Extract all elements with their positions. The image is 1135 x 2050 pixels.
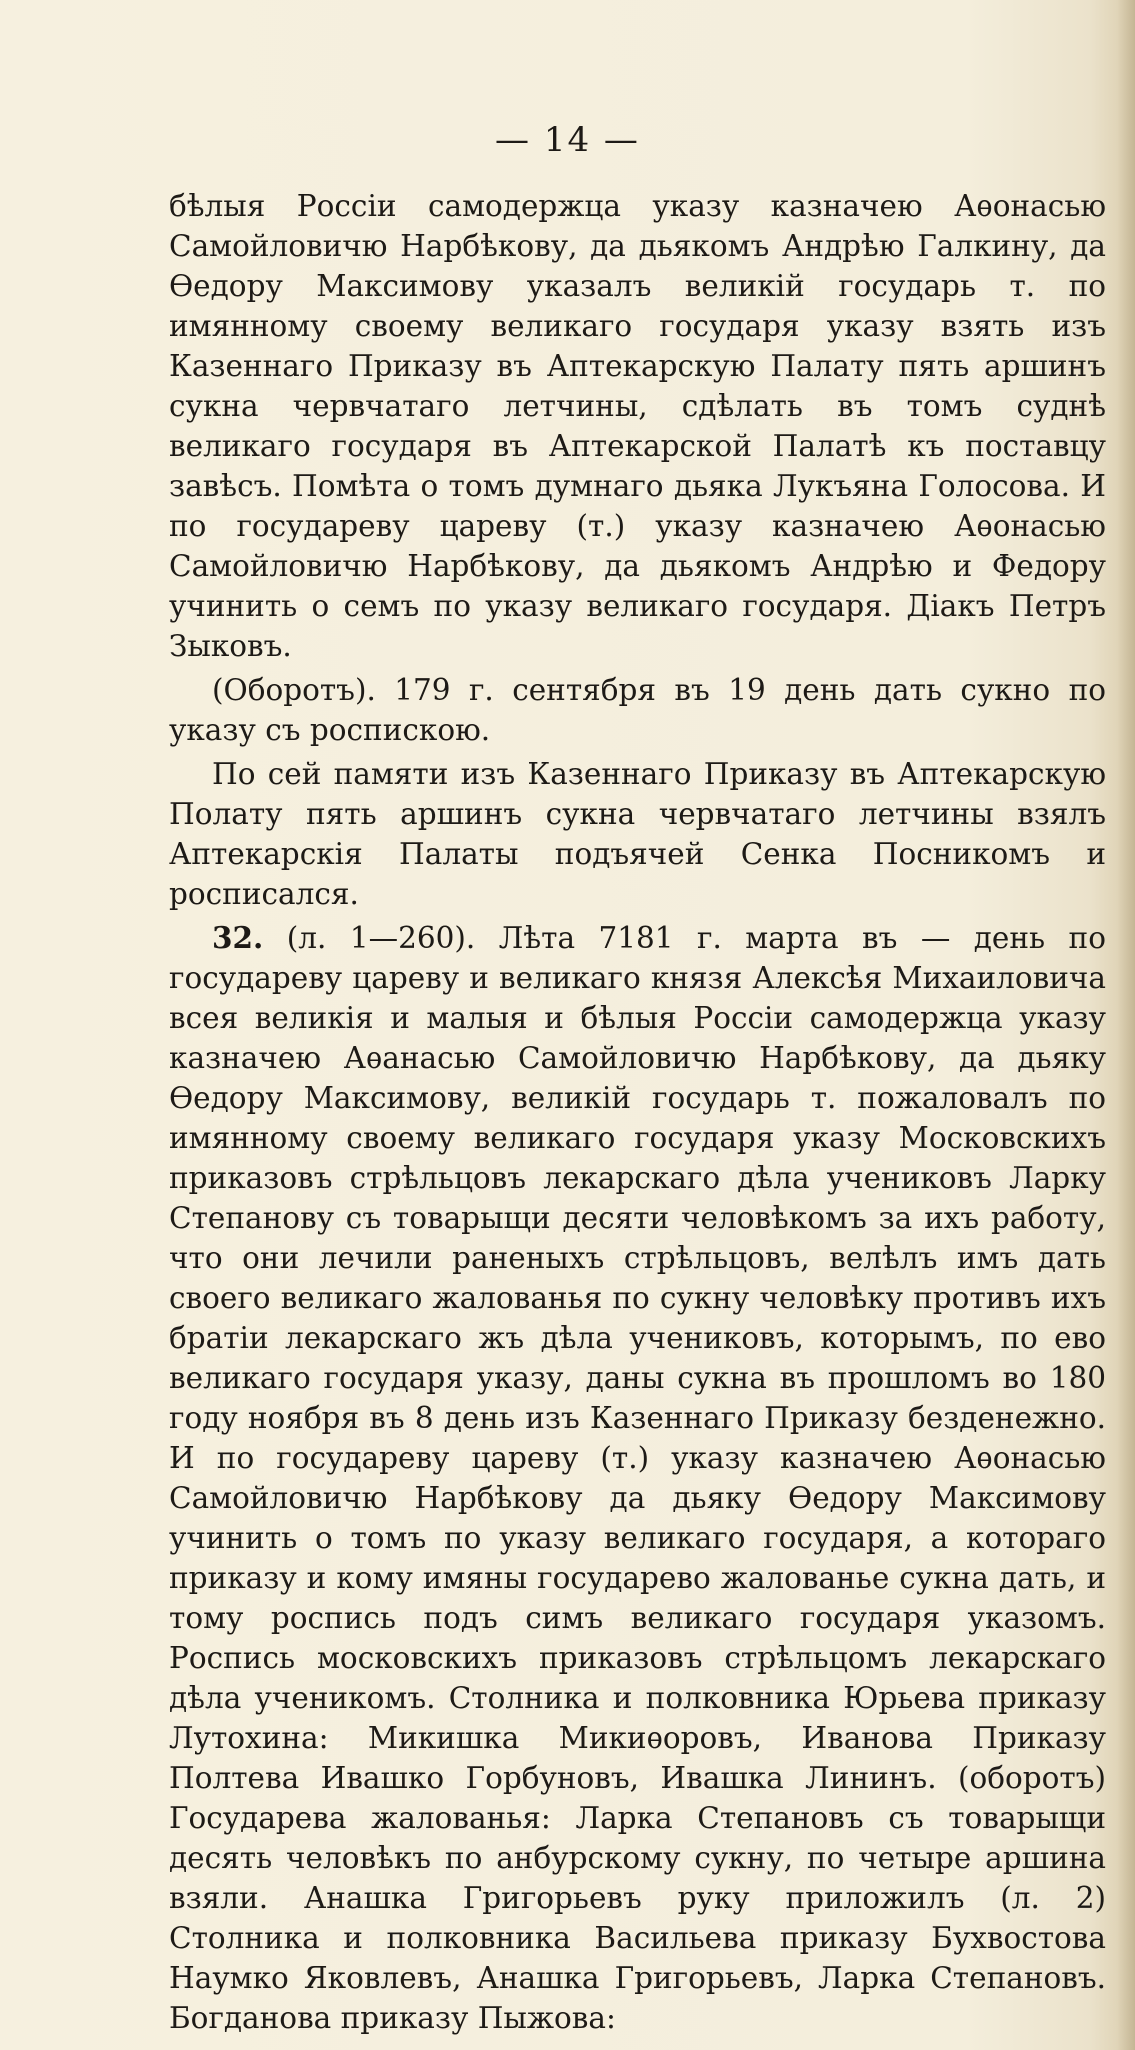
paragraph-2-text: (Оборотъ). 179 г. сентября въ 19 день дать сукно по указу съ роспискою.	[169, 673, 1106, 747]
entry-number: 32.	[212, 920, 264, 955]
paragraph-1-text: бѣлыя Россіи самодержца указу казначею Аѳонасью Самойловичю Нарбѣкову, да дьякомъ Андрѣю Галкину, да Ѳедору Максимову указалъ великій государь т. по имянному своему великаго государя указу взять изъ Казеннаго Приказу въ Аптекарскую Палату пять аршинъ сукна червчатаго летчины, сдѣлать въ томъ суднѣ великаго государя въ Аптекарской Палатѣ къ поставцу завѣсъ. Помѣта о томъ думнаго дьяка Лукъяна Голосова. И по государеву цареву (т.) указу казначею Аѳонасью Самойловичю Нарбѣкову, да дьякомъ Андрѣю и Федору учинить о семъ по указу великаго государя. Діакъ Петръ Зыковъ.	[169, 189, 1106, 663]
paragraph-3-text: По сей памяти изъ Казеннаго Приказу въ Аптекарскую Полату пять аршинъ сукна червчатаго летчины взялъ Аптекарскія Палаты подъячей Сенка Посникомъ и росписался.	[169, 757, 1106, 911]
paragraph-1	[169, 186, 1106, 666]
page-number: — 14 —	[495, 120, 640, 160]
paragraph-4	[169, 918, 1106, 2038]
page-text	[169, 186, 1106, 2038]
paragraph-2	[169, 670, 1106, 750]
paragraph-4-text: (л. 1—260). Лѣта 7181 г. марта въ — день по государеву цареву и великаго князя Алексѣя Михаиловича всея великія и малыя и бѣлыя Россіи самодержца указу казначею Аѳанасью Самойловичю Нарбѣкову, да дьяку Ѳедору Максимову, великій государь т. пожаловалъ по имянному своему великаго государя указу Московскихъ приказовъ стрѣльцовъ лекарскаго дѣла учениковъ Ларку Степанову съ товарыщи десяти человѣкомъ за ихъ работу, что они лечили раненыхъ стрѣльцовъ, велѣлъ имъ дать своего великаго жалованья по сукну человѣку противъ ихъ братіи лекарскаго жъ дѣла учениковъ, которымъ, по ево великаго государя указу, даны сукна въ прошломъ во 180 году ноября въ 8 день изъ Казеннаго Приказу безденежно. И по государеву цареву (т.) указу казначею Аѳонасью Самойловичю Нарбѣкову да дьяку Ѳедору Максимову учинить о томъ по указу великаго государя, а котораго приказу и кому имяны государево жалованье сукна дать, и тому роспись подъ симъ великаго государя указомъ. Роспись московскихъ приказовъ стрѣльцомъ лекарскаго дѣла ученикомъ. Столника и полковника Юрьева приказу Лутохина: Микишка Микиѳоровъ, Иванова Приказу Полтева Ивашко Горбуновъ, Ивашка Лининъ. (оборотъ) Государева жалованья: Ларка Степановъ съ товарыщи десять человѣкъ по анбурскому сукну, по четыре аршина взяли. Анашка Григорьевъ руку приложилъ (л. 2) Столника и полковника Васильева приказу Бухвостова Наумко Яковлевъ, Анашка Григорьевъ, Ларка Степановъ. Богданова приказу Пыжова:	[169, 921, 1106, 2035]
page-edge-shadow	[1117, 0, 1135, 2050]
paragraph-3	[169, 754, 1106, 914]
